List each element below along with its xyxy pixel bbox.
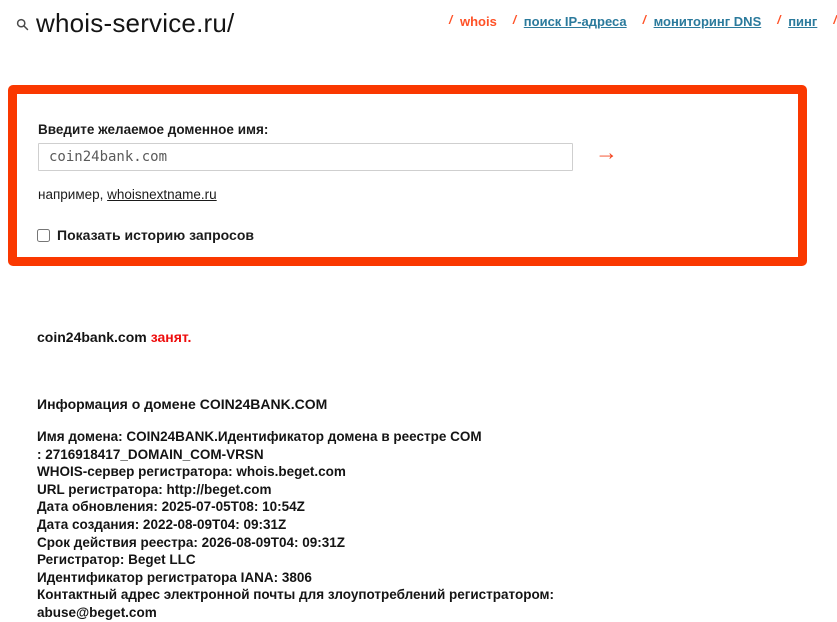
whois-line: WHOIS-сервер регистратора: whois.beget.com (37, 464, 346, 480)
show-history-checkbox[interactable] (37, 229, 50, 242)
slash-icon: / (449, 13, 453, 27)
domain-input-label: Введите желаемое доменное имя: (38, 122, 269, 137)
whois-line: Дата создания: 2022-08-09T04: 09:31Z (37, 516, 287, 532)
whois-line: Срок действия реестра: 2026-08-09T04: 09:31Z (37, 534, 346, 550)
result-status: занят. (150, 329, 192, 345)
whois-line: URL регистратора: http://beget.com (37, 481, 272, 497)
slash-icon: / (777, 13, 781, 27)
whois-line: abuse@beget.com (37, 604, 157, 620)
whois-line: Контактный адрес электронной почты для злоупотреблений регистратором: (37, 587, 555, 603)
whois-line: Дата обновления: 2025-07-05T08: 10:54Z (37, 499, 305, 515)
domain-search-form (8, 85, 807, 266)
slash-icon: / (642, 13, 646, 27)
example-hint (38, 187, 217, 202)
whois-line: : 2716918417_DOMAIN_COM-VRSN (37, 446, 264, 462)
lookup-result (37, 329, 191, 345)
whois-line: Имя домена: COIN24BANK.Идентификатор домена в реестре COM (37, 429, 482, 444)
whois-info-block (37, 428, 757, 622)
site-title: whois-service.ru/ (36, 8, 235, 38)
search-icon (16, 18, 29, 31)
nav-item-whois[interactable] (449, 14, 497, 29)
nav-item-ip-search[interactable] (513, 14, 627, 29)
nav-label-ping[interactable]: пинг (788, 14, 818, 29)
slash-icon: / (833, 13, 837, 27)
nav-item-dns-monitoring[interactable] (643, 14, 762, 29)
slash-icon: / (512, 13, 517, 27)
example-domain-link[interactable]: whoisnextname.ru (107, 187, 217, 202)
nav-label-ip-search[interactable]: поиск IP-адреса (523, 14, 627, 29)
info-section-title: Информация о домене COIN24BANK.COM (37, 396, 328, 412)
history-option (37, 227, 254, 243)
submit-arrow-button[interactable]: → (595, 139, 618, 165)
nav-item-ping[interactable] (777, 14, 817, 29)
whois-line: Регистратор: Beget LLC (37, 552, 196, 568)
whois-line: Идентификатор регистратора IANA: 3806 (37, 569, 312, 585)
result-domain: coin24bank.com (37, 329, 147, 345)
main-nav (449, 14, 837, 29)
nav-label-whois[interactable]: whois (459, 14, 497, 29)
show-history-label: Показать историю запросов (57, 227, 254, 243)
nav-label-dns-monitoring[interactable]: мониторинг DNS (653, 14, 762, 29)
example-prefix: например, (38, 187, 108, 202)
site-logo[interactable] (16, 8, 234, 39)
domain-input[interactable] (38, 143, 573, 171)
